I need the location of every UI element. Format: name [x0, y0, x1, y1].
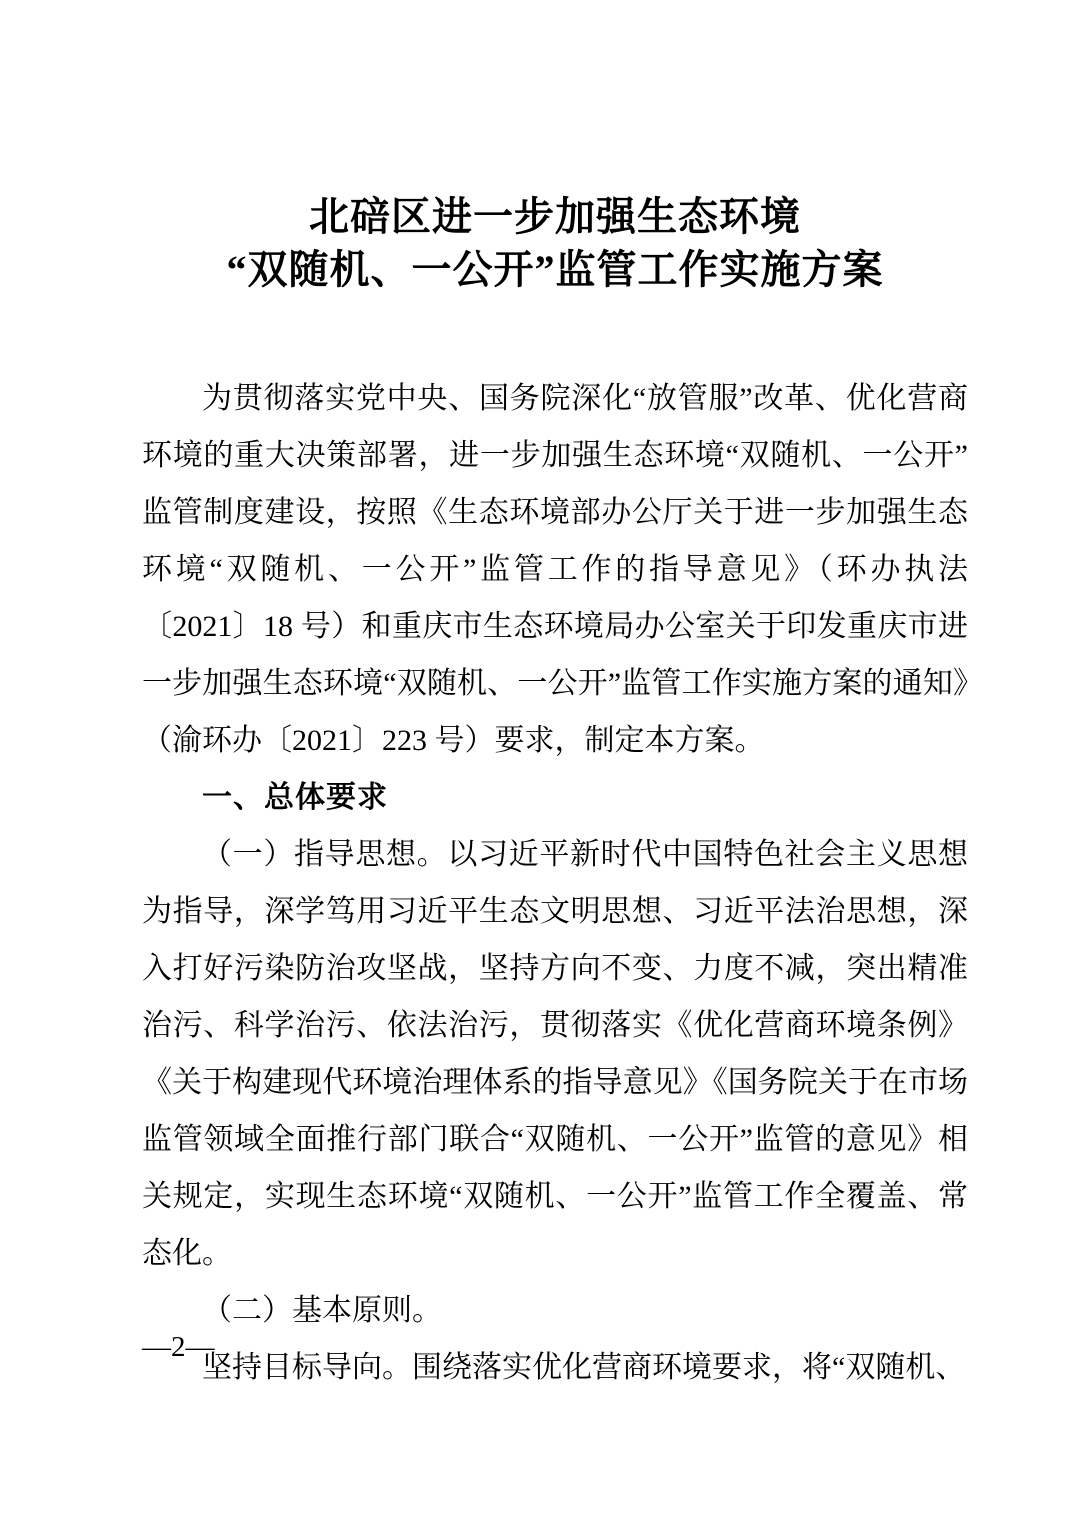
paragraph-goal-orientation: 坚持目标导向。围绕落实优化营商环境要求，将“双随机、 — [202, 1351, 966, 1384]
title-line-1: 北碚区进一步加强生态环境 — [309, 194, 801, 239]
subheading-guiding-ideology-label: （一）指导思想。 — [202, 838, 448, 871]
document-body — [142, 370, 968, 1396]
document-title — [142, 190, 968, 296]
page-footer — [142, 1333, 215, 1362]
title-line-2: “双随机、一公开”监管工作实施方案 — [226, 247, 884, 292]
section-heading-overall-requirements: 一、总体要求 — [202, 781, 388, 814]
subheading-basic-principles: （二）基本原则。 — [202, 1294, 442, 1327]
paragraph-guiding-ideology — [142, 826, 968, 1282]
page-number: —2— — [142, 1331, 215, 1363]
paragraph-intro: 为贯彻落实党中央、国务院深化“放管服”改革、优化营商环境的重大决策部署，进一步加强生态环境“双随机、一公开”监管制度建设，按照《生态环境部办公厅关于进一步加强生态环境“双随机、一公开”监管工作的指导意见》（环办执法〔2021〕18 号）和重庆市生态环境局办公室关于印发重庆市进一步加强生态环境“双随机、一公开”监管工作实施方案的通知》（渝环办〔2021〕223 号）要求，制定本方案。 — [142, 382, 968, 757]
paragraph-guiding-ideology-text: 以习近平新时代中国特色社会主义思想为指导，深学笃用习近平生态文明思想、习近平法治思想，深入打好污染防治攻坚战，坚持方向不变、力度不减，突出精准治污、科学治污、依法治污，贯彻落实《优化营商环境条例》《关于构建现代环境治理体系的指导意见》《国务院关于在市场监管领域全面推行部门联合“双随机、一公开”监管的意见》相关规定，实现生态环境“双随机、一公开”监管工作全覆盖、常态化。 — [142, 838, 969, 1270]
